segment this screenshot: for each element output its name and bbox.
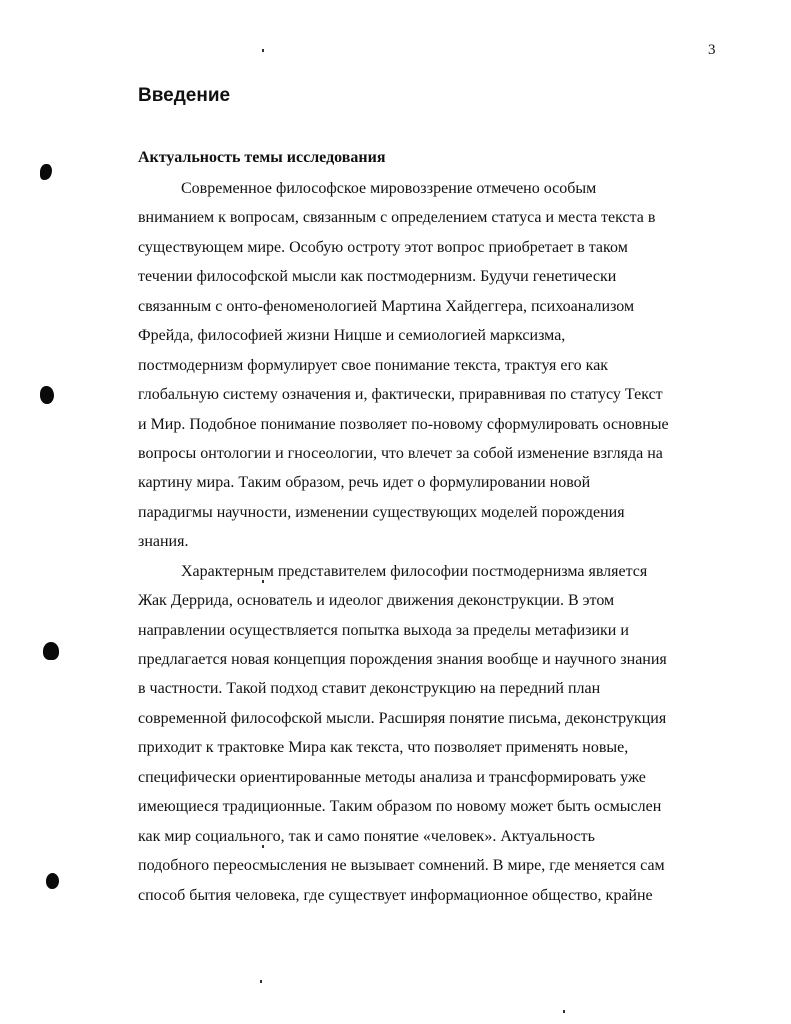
text-line: Жак Деррида, основатель и идеолог движения деконструкции. В этом bbox=[138, 592, 615, 610]
binding-hole-mark bbox=[46, 873, 59, 889]
text-line: существующем мире. Особую остроту этот вопрос приобретает в таком bbox=[138, 238, 628, 256]
text-line: в частности. Такой подход ставит деконструкцию на передний план bbox=[138, 680, 601, 698]
text-line: направлении осуществляется попытка выхода за пределы метафизики и bbox=[138, 621, 629, 639]
binding-hole-mark bbox=[40, 386, 54, 404]
text-line: предлагается новая концепция порождения знания вообще и научного знания bbox=[138, 651, 667, 668]
text-line: связанным с онто-феноменологией Мартина Хайдеггера, психоанализом bbox=[138, 297, 635, 315]
page-title: Введение bbox=[138, 85, 231, 106]
text-line: постмодернизм формулирует свое понимание текста, трактуя его как bbox=[138, 356, 609, 374]
text-line: и Мир. Подобное понимание позволяет по-новому сформулировать основные bbox=[138, 415, 669, 433]
text-line: вопросы онтологии и гносеологии, что влечет за собой изменение взгляда на bbox=[138, 444, 663, 462]
body-text bbox=[138, 174, 738, 910]
binding-hole-mark bbox=[43, 642, 59, 660]
page-number: 3 bbox=[708, 42, 716, 58]
text-line: способ бытия человека, где существует информационное общество, крайне bbox=[138, 886, 653, 904]
text-line: глобальную систему означения и, фактически, приравнивая по статусу Текст bbox=[138, 386, 663, 404]
text-line: имеющиеся традиционные. Таким образом по новому может быть осмыслен bbox=[138, 798, 662, 816]
binding-hole-mark bbox=[40, 164, 52, 180]
text-line: приходит к трактовке Мира как текста, что позволяет применять новые, bbox=[138, 739, 629, 757]
text-line: современной философской мысли. Расширяя понятие письма, деконструкция bbox=[138, 709, 667, 727]
text-line: Современное философское мировоззрение отмечено особым bbox=[181, 180, 597, 197]
scan-speck bbox=[262, 580, 264, 583]
scan-speck bbox=[260, 980, 262, 983]
text-line: специфически ориентированные методы анализа и трансформировать уже bbox=[138, 768, 646, 786]
text-line: знания. bbox=[138, 533, 189, 551]
text-line: подобного переосмысления не вызывает сомнений. В мире, где меняется сам bbox=[138, 857, 665, 875]
scan-speck bbox=[563, 1010, 565, 1013]
scan-speck bbox=[262, 845, 264, 848]
text-line: Фрейда, философией жизни Ницше и семиологией марксизма, bbox=[138, 327, 566, 345]
text-line: вниманием к вопросам, связанным с определением статуса и места текста в bbox=[138, 209, 656, 227]
text-line: как мир социального, так и само понятие «человек». Актуальность bbox=[138, 827, 595, 845]
text-line: картину мира. Таким образом, речь идет о формулировании новой bbox=[138, 474, 591, 492]
text-line: течении философской мысли как постмодернизм. Будучи генетически bbox=[138, 268, 617, 286]
text-line: парадигмы научности, изменении существующих моделей порождения bbox=[138, 503, 625, 521]
section-subtitle: Актуальность темы исследования bbox=[138, 149, 386, 166]
text-line: Характерным представителем философии постмодернизма является bbox=[181, 562, 648, 580]
scan-speck bbox=[262, 49, 264, 52]
